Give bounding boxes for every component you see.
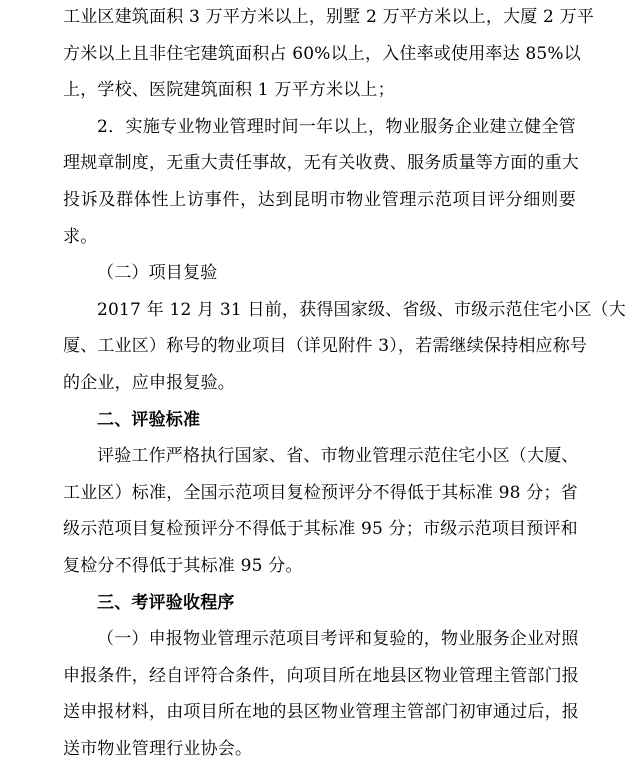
paragraph-line: 级示范项目复检预评分不得低于其标准 95 分；市级示范项目预评和	[63, 519, 578, 540]
paragraph-line: 方米以上且非住宅建筑面积占 60%以上，入住率或使用率达 85%以	[63, 43, 581, 64]
paragraph-line: 投诉及群体性上访事件，达到昆明市物业管理示范项目评分细则要	[63, 190, 576, 210]
paragraph-line: 2017 年 12 月 31 日前，获得国家级、省级、市级示范住宅小区（大	[97, 299, 626, 320]
paragraph-line: 送市物业管理行业协会。	[63, 739, 253, 759]
section-heading: 二、评验标准	[97, 409, 201, 430]
section-heading: （二）项目复验	[97, 263, 218, 284]
section-heading: 三、考评验收程序	[97, 592, 235, 613]
paragraph-line: 复检分不得低于其标准 95 分。	[63, 556, 303, 576]
paragraph-line: 工业区）标准，全国示范项目复检预评分不得低于其标准 98 分；省	[63, 482, 578, 503]
paragraph-line: 工业区建筑面积 3 万平方米以上，别墅 2 万平方米以上，大厦 2 万平	[63, 7, 595, 27]
paragraph-line: 上，学校、医院建筑面积 1 万平方米以上；	[63, 80, 395, 101]
paragraph-line: （一）申报物业管理示范项目考评和复验的，物业服务企业对照	[97, 629, 579, 650]
paragraph-line: 申报条件，经自评符合条件，向项目所在地县区物业管理主管部门报	[63, 665, 579, 686]
paragraph-line: 求。	[63, 226, 98, 247]
paragraph-line: 2．实施专业物业管理时间一年以上，物业服务企业建立健全管	[97, 116, 576, 137]
paragraph-line: 送申报材料，由项目所在地的县区物业管理主管部门初审通过后，报	[63, 702, 579, 723]
paragraph-line: 评验工作严格执行国家、省、市物业管理示范住宅小区（大厦、	[97, 446, 579, 467]
paragraph-line: 的企业，应申报复验。	[63, 373, 235, 393]
paragraph-line: 厦、工业区）称号的物业项目（详见附件 3），若需继续保持相应称号	[63, 336, 588, 357]
paragraph-line: 理规章制度，无重大责任事故，无有关收费、服务质量等方面的重大	[63, 153, 579, 174]
